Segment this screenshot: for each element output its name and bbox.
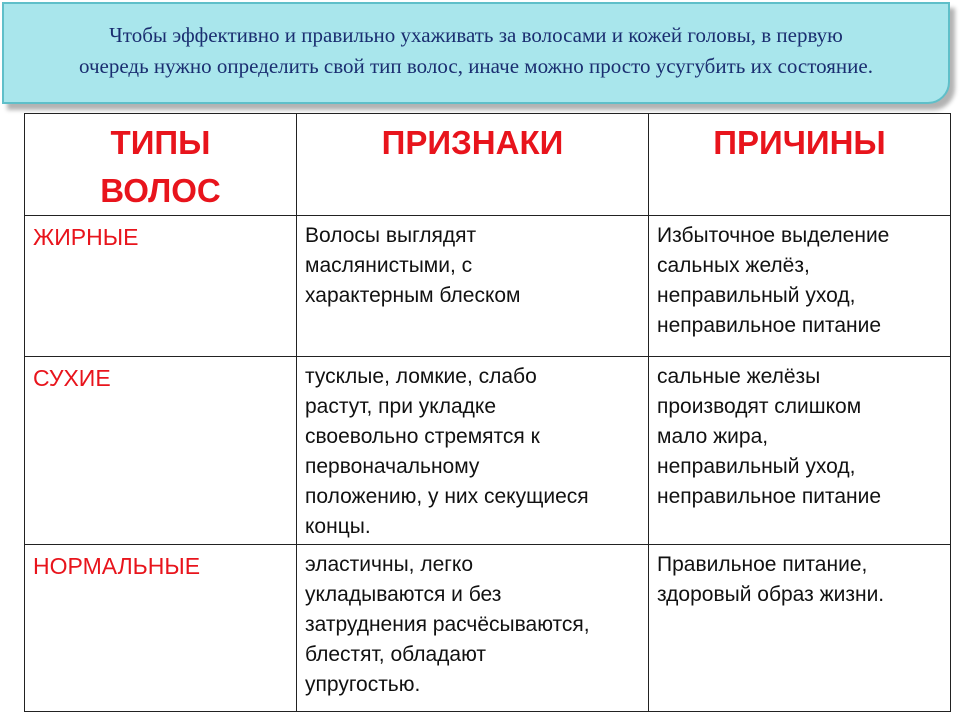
causes-line: неправильный уход, (657, 284, 856, 307)
signs-line: концы. (305, 515, 371, 538)
signs-line: положению, у них секущиеся (305, 485, 589, 508)
type-label-oily: ЖИРНЫЕ (33, 224, 139, 250)
signs-line: тусклые, ломкие, слабо (305, 365, 537, 388)
header-types-line-1: ТИПЫ (110, 124, 211, 161)
signs-cell-dry (297, 357, 649, 545)
signs-line: первоначальному (305, 455, 480, 478)
causes-line: неправильный уход, (657, 455, 856, 478)
causes-line: неправильное питание (657, 314, 882, 337)
signs-line: маслянистыми, с (305, 254, 473, 277)
causes-line: Избыточное выделение (657, 224, 890, 247)
type-label-dry: СУХИЕ (33, 365, 111, 391)
signs-line: упругостью. (305, 673, 421, 696)
header-signs (297, 114, 649, 216)
table-header-row (25, 114, 951, 216)
signs-line: растут, при укладке (305, 395, 496, 418)
type-cell-dry (25, 357, 297, 545)
header-causes (649, 114, 951, 216)
header-signs-label: ПРИЗНАКИ (381, 124, 564, 161)
intro-line-1: Чтобы эффективно и правильно ухаживать за волосами и кожей головы, в первую (109, 23, 843, 47)
signs-line: характерным блеском (305, 284, 521, 307)
signs-line: своевольно стремятся к (305, 425, 540, 448)
intro-line-2: очередь нужно определить свой тип волос, иначе можно просто усугубить их состояние. (79, 54, 873, 78)
causes-line: неправильное питание (657, 485, 882, 508)
signs-cell-normal (297, 545, 649, 712)
intro-callout (2, 2, 950, 104)
causes-line: здоровый образ жизни. (657, 583, 885, 606)
type-cell-oily (25, 216, 297, 357)
causes-line: мало жира, (657, 425, 769, 448)
hair-types-table (24, 113, 951, 712)
causes-cell-dry (649, 357, 951, 545)
causes-cell-normal (649, 545, 951, 712)
causes-cell-oily (649, 216, 951, 357)
type-cell-normal (25, 545, 297, 712)
signs-line: Волосы выглядят (305, 224, 477, 247)
table-row-normal (25, 545, 951, 712)
causes-line: Правильное питание, (657, 553, 868, 576)
signs-line: эластичны, легко (305, 553, 474, 576)
signs-cell-oily (297, 216, 649, 357)
causes-line: сальные желёзы (657, 365, 821, 388)
table-row-dry (25, 357, 951, 545)
header-types-line-2: ВОЛОС (100, 172, 221, 209)
causes-line: сальных желёз, (657, 254, 810, 277)
signs-line: затруднения расчёсываются, (305, 613, 590, 636)
type-label-normal: НОРМАЛЬНЫЕ (33, 553, 201, 579)
table-row-oily (25, 216, 951, 357)
causes-line: производят слишком (657, 395, 862, 418)
header-causes-label: ПРИЧИНЫ (713, 124, 886, 161)
signs-line: блестят, обладают (305, 643, 487, 666)
signs-line: укладываются и без (305, 583, 502, 606)
header-hair-types (25, 114, 297, 216)
